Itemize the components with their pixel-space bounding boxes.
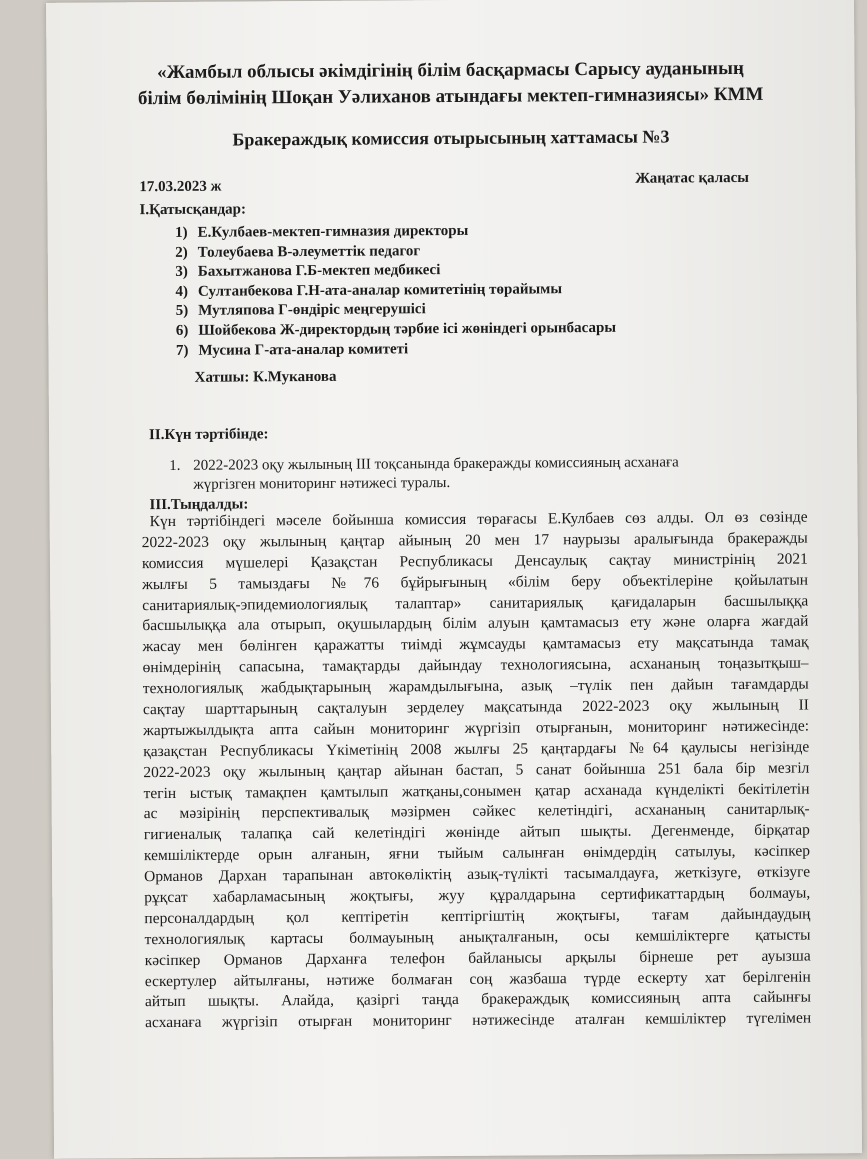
document-city: Жаңатас қаласы: [635, 169, 750, 187]
body-line: Орманов Дархан тарапынан автокөліктің азық-түлікті тасымалдауға, жеткізуге, өткізуге: [144, 863, 811, 886]
body-line: басшылыққа ала отырып, оқушылардың білім алуын қамтамасыз ету және оларға жағдай: [142, 612, 809, 635]
secretary: Хатшы: К.Муканова: [194, 368, 337, 386]
body-line: тегін ыстық тамақпен қамтылып жатқаны,сонымен қатар асханада күнделікті бекітілетін: [143, 780, 810, 802]
body-line: гигиеналық талапқа сай келетіндігі жөнінде айтып шықты. Дегенменде, бірқатар: [143, 821, 810, 844]
body-line: жасау мен бөлінген қаражатты тиімді жұмсауды қамтамасыз ету мақсатында тамақ: [142, 633, 809, 656]
body-line: жылғы 5 тамыздағы №76 бұйрығының «білім беру объектілеріне қойылатын: [142, 571, 809, 593]
participant-item: 6) Шойбекова Ж-директордың тәрбие ісі жөніндегі орынбасары: [175, 319, 617, 339]
agenda-item-line: жүргізген мониторинг нәтижесі туралы.: [193, 475, 451, 493]
participant-item: 4) Султанбекова Г.Н-ата-аналар комитетінің төрайымы: [175, 281, 563, 300]
participant-item: 2) Толеубаева В-әлеуметтік педагог: [175, 242, 421, 261]
body-line: қазақстан Республикасы Үкіметінің 2008 жылғы 25 қаңтардағы №64 қаулысы негізінде: [143, 738, 810, 760]
body-line: ескертулер айтылғаны, нәтиже болмаған соң жазбаша түрде ескерту хат берілгенін: [144, 968, 811, 990]
body-line: жартыжылдықта апта сайын мониторинг жүргізіп отырғанын, мониторинг нәтижесінде:: [143, 717, 810, 740]
body-line: кемшіліктерде орын алғанын, яғни тыйым салынған өнімдердің сатылуы, кәсіпкер: [143, 842, 811, 865]
body-line: санитариялық-эпидемиологиялық талаптар» санитариялық қағидаларын басшылыққа: [142, 592, 809, 614]
body-line: айтып шықты. Алайда, қазіргі таңда бракераждық комиссияның апта сайынғы: [144, 988, 812, 1011]
agenda-item-line: 2022-2023 оқу жылының III тоқсанында бракеражды комиссияның асханаға: [193, 454, 679, 474]
agenda-heading: II.Күн тәртібінде:: [148, 426, 269, 444]
heard-body: [142, 508, 812, 1035]
participants-heading: I.Қатысқандар:: [139, 201, 247, 219]
body-line: ас мәзірінің перспективалық мәзірмен сәйкес келетіндігі, асхананың санитарлық-: [143, 800, 810, 823]
body-line: 2022-2023 оқу жылының қаңтар айынан бастап, 5 санат бойынша 251 бала бір мезгіл: [143, 759, 810, 781]
agenda-item: [169, 453, 729, 495]
body-line: кәсіпкер Орманов Дарханға телефон байланысы арқылы бірнеше рет ауызша: [144, 947, 811, 969]
document-date: 17.03.2023 ж: [139, 178, 222, 196]
body-line: комиссия мүшелері Қазақстан Республикасы Денсаулық сақтау министрінің 2021: [141, 550, 808, 572]
participant-item: 7) Мусина Г-ата-аналар комитеті: [175, 340, 409, 359]
header-line-2: білім бөлімінің Шоқан Уәлиханов атындағы мектеп-гимназиясы» КММ: [137, 83, 764, 110]
body-line: персоналдардың қол кептіретін кептіргіштің жоқтығы, тағам дайындаудың: [144, 905, 811, 928]
heard-heading: III.Тыңдалды:: [149, 496, 249, 514]
agenda-item-number: 1.: [169, 457, 181, 474]
body-line: сақтау шарттарының сақталуын зерделеу мақсатында 2022-2023 оқу жылының II: [142, 696, 809, 719]
body-line: өнімдерінің сапасына, тамақтарды дайындау технологиясына, асхананың тоңазытқыш–: [142, 654, 809, 677]
body-line: Күн тәртібіндегі мәселе бойынша комиссия төрағасы Е.Кулбаев сөз алды. Ол өз сөзінде: [149, 508, 808, 531]
protocol-title: Бракераждық комиссия отырысының хаттамасы №3: [232, 126, 670, 150]
participant-item: 1) Е.Кулбаев-мектеп-гимназия директоры: [175, 222, 469, 241]
body-line: технологиялық картасы болмауының анықталғанын, осы кемшіліктерге қатысты: [144, 926, 811, 948]
document-page: [46, 0, 862, 1159]
body-line: технологиялық жабдықтарының жарамдылығына, азық –түлік пен дайын тағамдарды: [142, 675, 809, 698]
header-line-1: «Жамбыл облысы әкімдігінің білім басқармасы Сарысу ауданының: [157, 57, 744, 84]
body-line: асханаға жүргізіп отырған мониторинг нәтижесінде аталған кемшіліктер түгелімен: [145, 1009, 812, 1032]
body-line: рұқсат хабарламасының жоқтығы, жуу құралдарына сертификаттардың болмауы,: [144, 884, 811, 907]
participants-list: [158, 221, 617, 361]
participant-item: 5) Мутляпова Г-өндіріс меңгерушісі: [175, 301, 426, 320]
body-line: 2022-2023 оқу жылының қаңтар айының 20 мен 17 наурызы аралығында бракеражды: [141, 529, 808, 552]
participant-item: 3) Бахытжанова Г.Б-мектеп медбикесі: [175, 262, 441, 281]
organization-header: [46, 55, 854, 113]
